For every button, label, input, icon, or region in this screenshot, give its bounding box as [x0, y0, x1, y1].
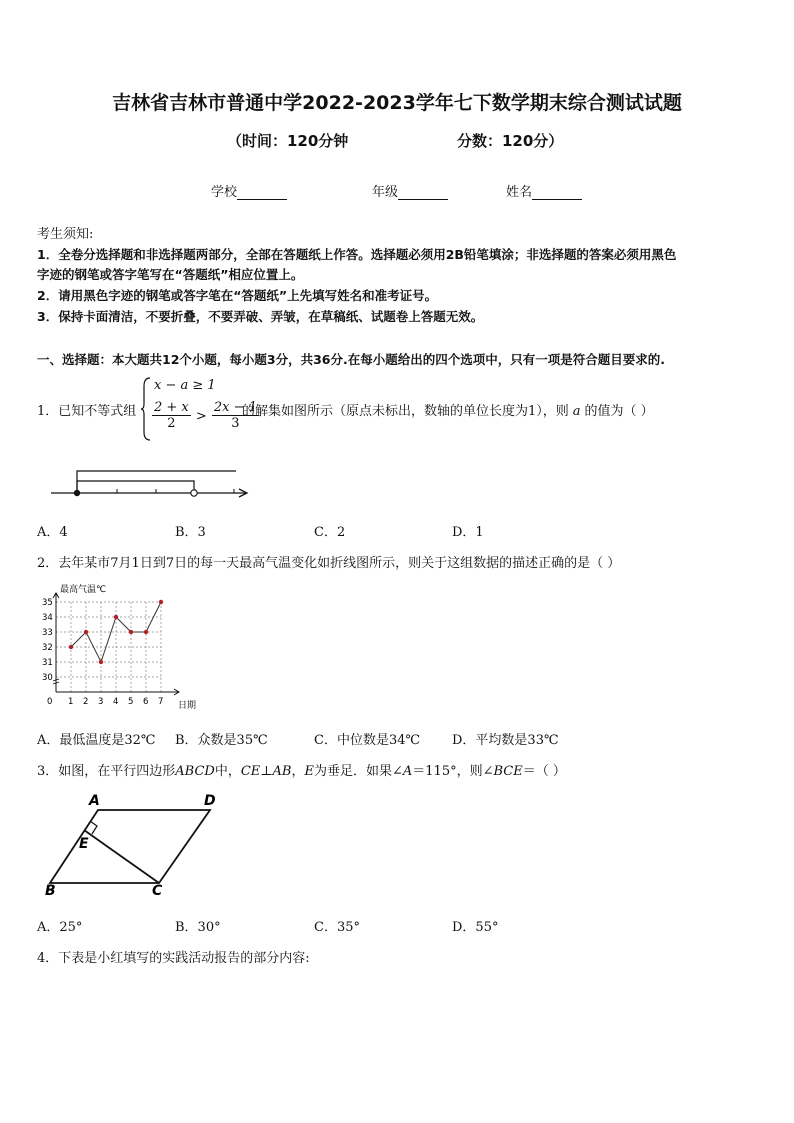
y-tick-label: 33 [42, 628, 53, 638]
q3-option-d[interactable]: D．55° [452, 920, 499, 935]
label-a: A [89, 793, 100, 809]
x-tick-label: 7 [158, 697, 164, 707]
q1-option-c[interactable]: C．2 [314, 525, 346, 540]
x-tick-label: 5 [128, 697, 134, 707]
q1-fraction-left: $\frac{2 + x}{2}$ [154, 400, 189, 431]
right-angle-mark [90, 821, 97, 834]
grade-label: 年级 [372, 185, 399, 200]
page-title: 吉林省吉林市普通中学2022-2023学年七下数学期末综合测试试题 [112, 92, 682, 114]
q1-fraction-right: $\frac{2x - 1}{3}$ [213, 400, 257, 431]
name-label: 姓名 [506, 185, 533, 200]
label-e: E [79, 836, 89, 852]
q1-inequality-1: x − a ≥ 1 [154, 378, 216, 393]
q1-brace [140, 376, 152, 442]
y-axis-label: 最高气温℃ [60, 585, 107, 595]
q3-parallelogram-figure [40, 790, 230, 900]
q1-option-b[interactable]: B．3 [175, 525, 206, 540]
section-heading: 一、选择题：本大题共12个小题，每小题3分，共36分.在每小题给出的四个选项中，只有一项是符合题目要求的. [37, 352, 665, 367]
name-blank [532, 185, 582, 200]
q1-greater-than: > [195, 409, 207, 424]
x-tick-label: 2 [83, 697, 89, 707]
x-tick-label: 3 [98, 697, 104, 707]
segment-ce [84, 830, 159, 883]
grade-blank [398, 185, 448, 200]
q1-option-a[interactable]: A．4 [37, 525, 68, 540]
x-tick-label: 0 [47, 697, 53, 707]
chart-ticks [42, 598, 163, 707]
q2-option-a[interactable]: A．最低温度是32℃ [37, 733, 156, 748]
x-axis-label: 日期 [178, 701, 197, 710]
data-point [159, 600, 163, 604]
y-tick-label: 35 [42, 598, 53, 608]
y-tick-label: 31 [42, 658, 53, 668]
temperature-line-chart [38, 580, 208, 710]
q1-option-d[interactable]: D．1 [452, 525, 484, 540]
q1-prefix: 1．已知不等式组 [37, 404, 137, 419]
q3-text: 3．如图，在平行四边形ABCD中，CE⊥AB，E为垂足．如果∠A＝115°，则∠BCE＝（ ） [37, 764, 566, 779]
q2-option-d[interactable]: D．平均数是33℃ [452, 733, 559, 748]
q3-option-a[interactable]: A．25° [37, 920, 83, 935]
label-b: B [45, 883, 56, 899]
data-point [144, 630, 148, 634]
solid-dot [74, 490, 80, 496]
q2-text: 2．去年某市7月1日到7日的每一天最高气温变化如折线图所示，则关于这组数据的描述正确的是（ ） [37, 556, 621, 571]
x-tick-label: 1 [68, 697, 74, 707]
data-point [99, 660, 103, 664]
q2-option-b[interactable]: B．众数是35℃ [175, 733, 268, 748]
q3-option-b[interactable]: B．30° [175, 920, 221, 935]
data-point [84, 630, 88, 634]
q2-option-c[interactable]: C．中位数是34℃ [314, 733, 421, 748]
score-label: 分数：120分） [457, 132, 564, 150]
q4-text: 4．下表是小红填写的实践活动报告的部分内容: [37, 951, 310, 966]
time-label: （时间：120分钟 [227, 132, 349, 150]
x-tick-label: 6 [143, 697, 149, 707]
notice-item: 2．请用黑色字迹的钢笔或答字笔在“答题纸”上先填写姓名和准考证号。 [37, 288, 438, 303]
y-tick-label: 30 [42, 673, 53, 683]
label-d: D [204, 793, 216, 809]
y-tick-label: 32 [42, 643, 53, 653]
q3-option-c[interactable]: C．35° [314, 920, 360, 935]
data-point [129, 630, 133, 634]
notice-item: 1．全卷分选择题和非选择题两部分，全部在答题纸上作答。选择题必须用2B铅笔填涂；非选择题的答案必须用黑色 [37, 247, 677, 262]
notice-heading: 考生须知: [37, 227, 94, 242]
notice-item: 字迹的钢笔或答字笔写在“答题纸”相应位置上。 [37, 267, 304, 282]
school-label: 学校 [211, 185, 238, 200]
parallelogram [50, 810, 210, 883]
data-point [69, 645, 73, 649]
name-field [506, 181, 582, 200]
x-tick-label: 4 [113, 697, 119, 707]
school-blank [237, 185, 287, 200]
hollow-dot [191, 490, 197, 496]
school-field [211, 181, 287, 200]
notice-item: 3．保持卡面清洁，不要折叠，不要弄破、弄皱，在草稿纸、试题卷上答题无效。 [37, 309, 484, 324]
grade-field [372, 181, 448, 200]
y-tick-label: 34 [42, 613, 53, 623]
q1-number-line [48, 466, 253, 500]
data-point [114, 615, 118, 619]
label-c: C [152, 883, 163, 899]
q1-text: 的解集如图所示（原点未标出，数轴的单位长度为1），则 a 的值为（ ） [242, 404, 654, 419]
